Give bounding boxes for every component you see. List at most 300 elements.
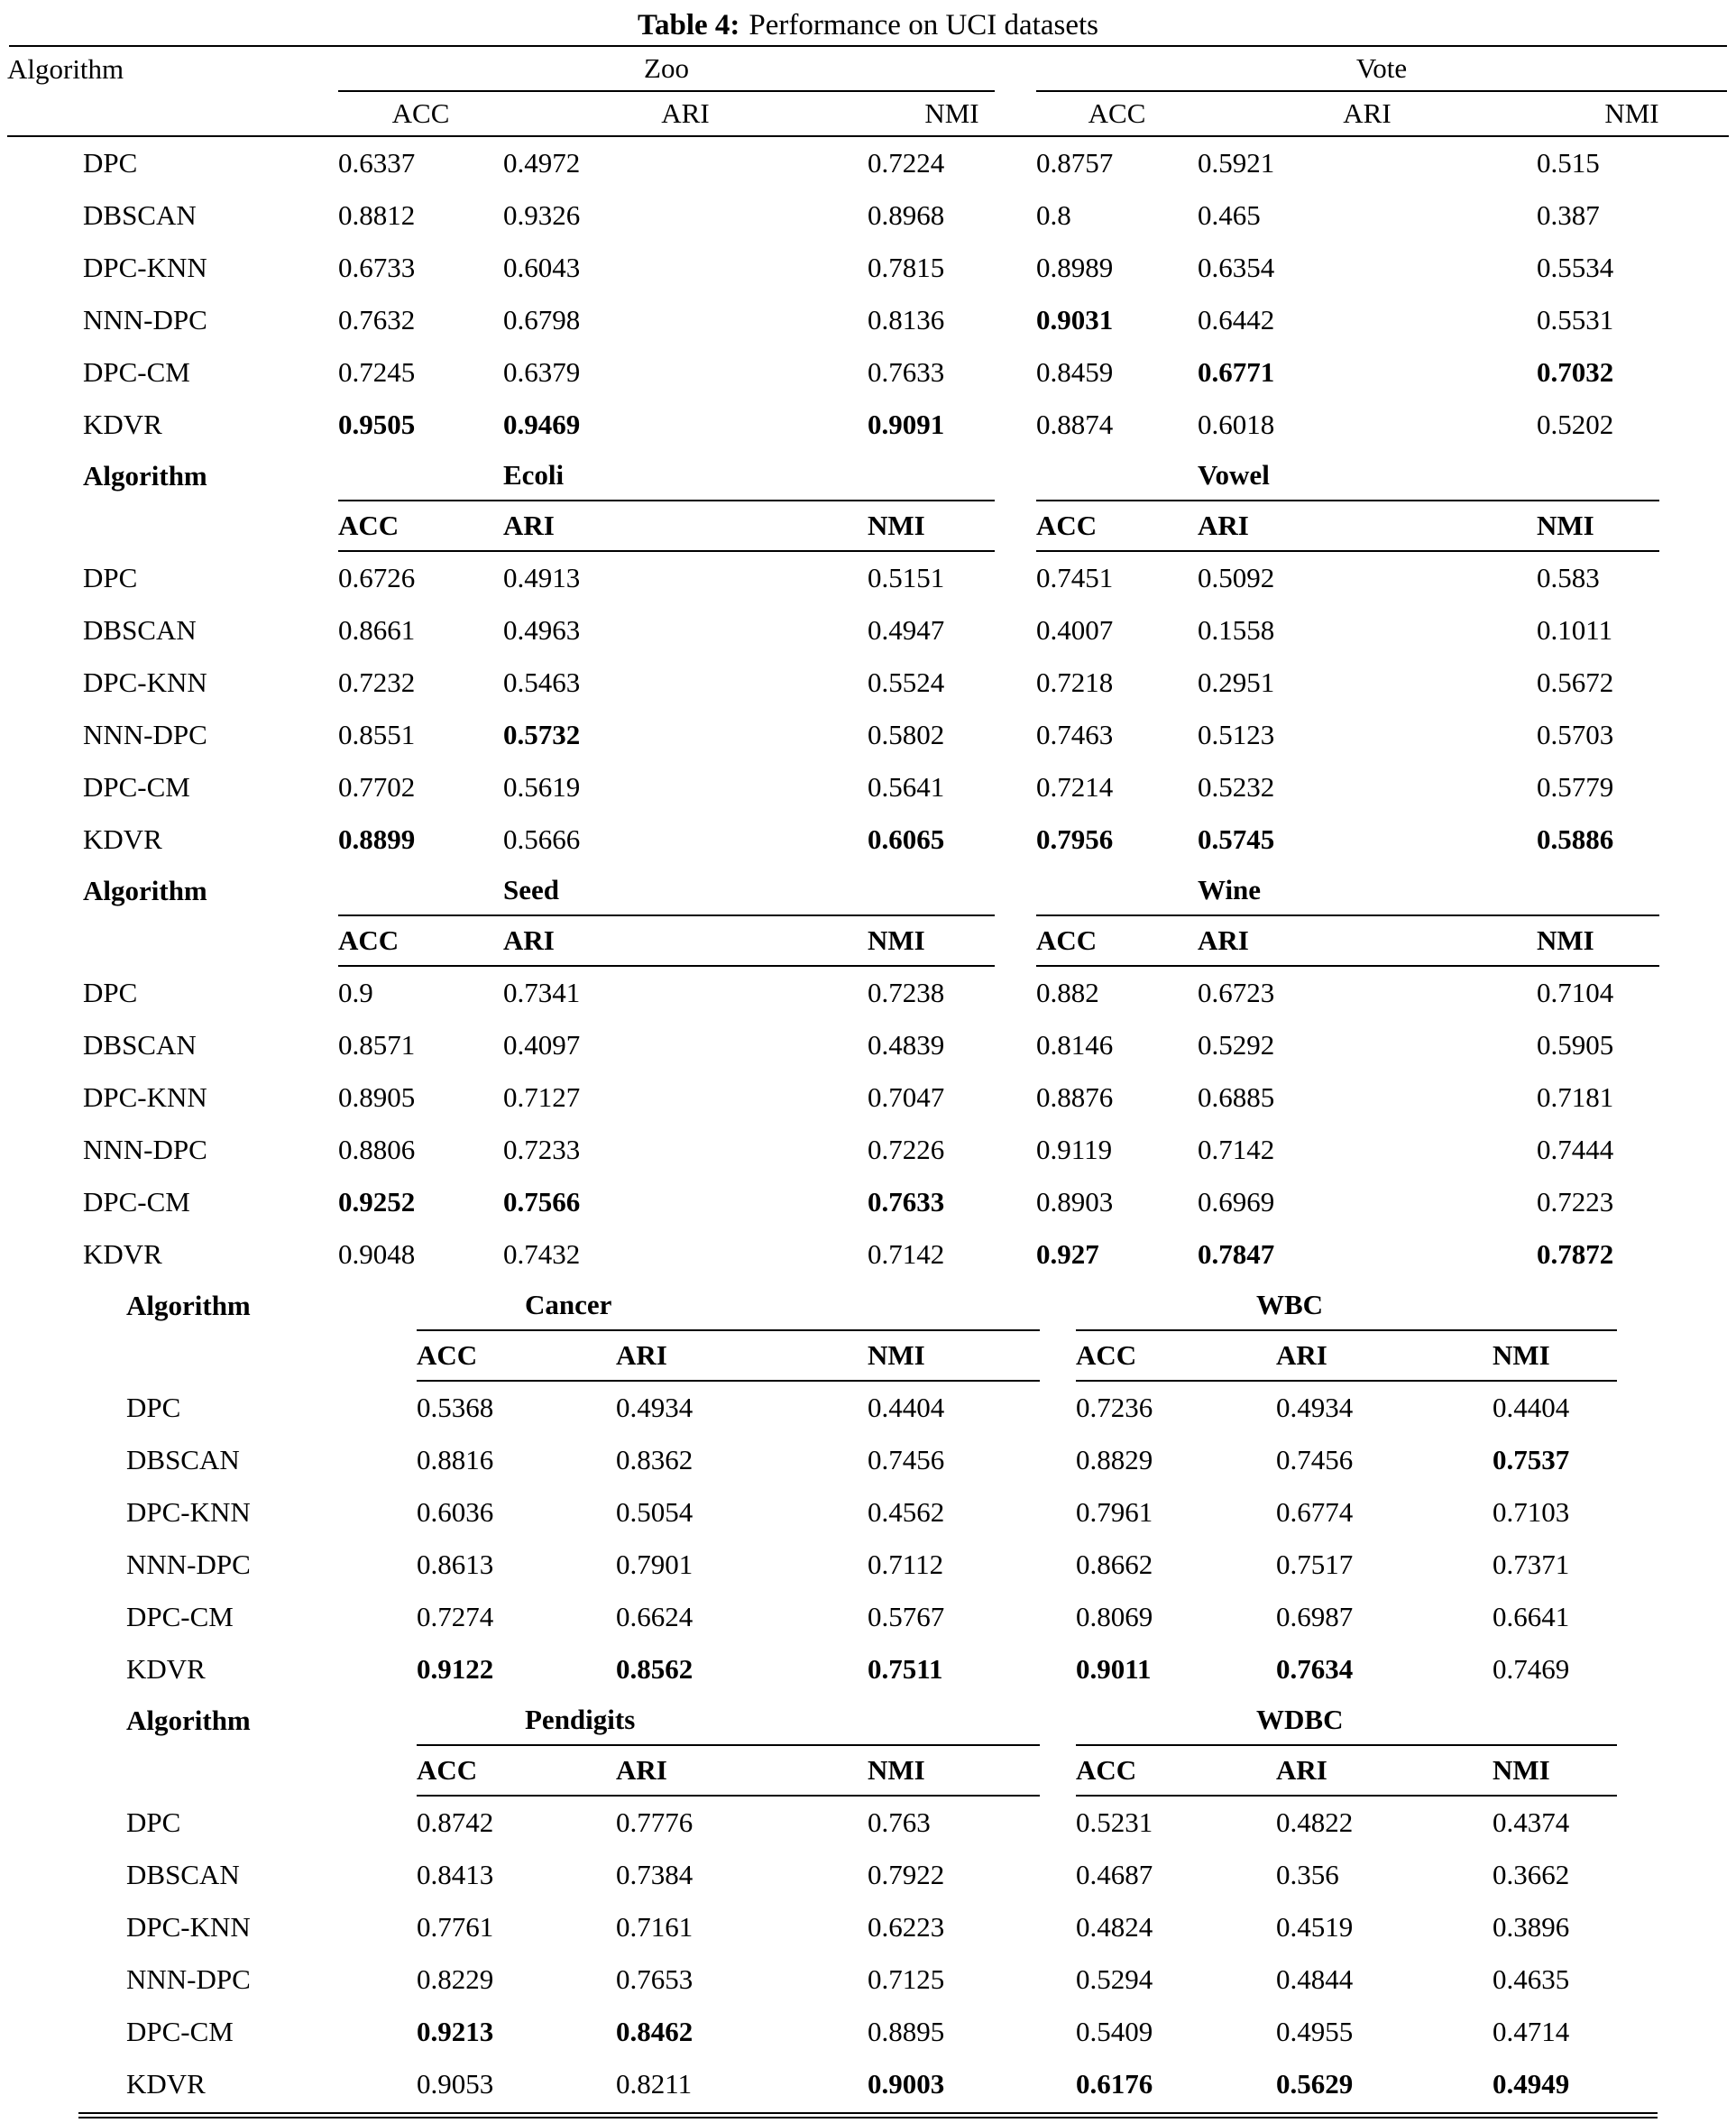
cell-value: 0.8905: [338, 1081, 416, 1113]
col-header-acc: ACC: [338, 510, 400, 541]
cell-value: 0.7224: [868, 147, 945, 179]
column-headers-right: [1076, 1331, 1617, 1382]
cell-value: 0.3896: [1493, 1911, 1570, 1943]
cell-value: 0.4687: [1076, 1859, 1153, 1890]
column-headers-left: [338, 501, 995, 552]
cell-value: 0.7104: [1537, 977, 1614, 1008]
cell-value: 0.8968: [868, 199, 945, 231]
col-header-ari: ARI: [1343, 97, 1392, 129]
cell-value: 0.7463: [1036, 719, 1114, 750]
col-header-acc: ACC: [1088, 97, 1146, 129]
algorithm-name: DPC-CM: [126, 2016, 234, 2047]
column-headers-right: [1036, 916, 1659, 967]
dataset-name: Cancer: [525, 1289, 612, 1320]
cell-value: 0.7456: [1276, 1444, 1354, 1475]
cell-value: 0.5779: [1537, 771, 1614, 803]
cell-value: 0.6969: [1198, 1186, 1275, 1218]
algorithm-name: DPC: [83, 977, 138, 1008]
col-header-acc: ACC: [417, 1339, 478, 1371]
col-header-acc: ACC: [1036, 510, 1098, 541]
cell-value: 0.8895: [868, 2016, 945, 2047]
cell-value: 0.4714: [1493, 2016, 1570, 2047]
cell-value: 0.4562: [868, 1496, 945, 1528]
col-header-nmi: NMI: [868, 1339, 925, 1371]
cell-value: 0.4972: [503, 147, 581, 179]
cell-value: 0.4913: [503, 562, 581, 593]
cell-value: 0.9469: [503, 409, 581, 440]
algorithm-name: DBSCAN: [83, 199, 197, 231]
dataset-group-left: [338, 451, 995, 501]
cell-value: 0.7181: [1537, 1081, 1614, 1113]
cell-value: 0.7776: [616, 1806, 693, 1838]
cell-value: 0.5905: [1537, 1029, 1614, 1061]
algorithm-name: KDVR: [83, 409, 162, 440]
cell-value: 0.1011: [1537, 614, 1613, 646]
col-header-ari: ARI: [616, 1339, 667, 1371]
table-row: [0, 761, 1736, 813]
section-seed-wine: [0, 866, 1736, 1281]
table-row: [0, 604, 1736, 657]
cell-value: 0.7633: [868, 356, 945, 388]
dataset-group-left: [417, 1696, 1040, 1746]
cell-value: 0.6774: [1276, 1496, 1354, 1528]
cell-value: 0.6624: [616, 1601, 693, 1632]
table-title: [0, 0, 1736, 41]
cell-value: 0.7847: [1198, 1238, 1275, 1270]
cell-value: 0.8613: [417, 1549, 494, 1580]
cell-value: 0.4844: [1276, 1963, 1354, 1995]
table-row: [0, 552, 1736, 604]
cell-value: 0.8229: [417, 1963, 494, 1995]
cell-value: 0.8806: [338, 1134, 416, 1165]
cell-value: 0.5802: [868, 719, 945, 750]
cell-value: 0.7632: [338, 304, 416, 335]
algorithm-name: DPC: [126, 1806, 181, 1838]
cell-value: 0.9122: [417, 1653, 494, 1685]
cell-value: 0.5641: [868, 771, 945, 803]
dataset-group-right: [1036, 451, 1659, 501]
table-row: [0, 1643, 1736, 1696]
column-headers-right: [1036, 92, 1727, 135]
cell-value: 0.5703: [1537, 719, 1614, 750]
cell-value: 0.4404: [868, 1392, 945, 1423]
cell-value: 0.356: [1276, 1859, 1339, 1890]
cell-value: 0.8757: [1036, 147, 1114, 179]
cell-value: 0.9505: [338, 409, 416, 440]
cell-value: 0.6442: [1198, 304, 1275, 335]
cell-value: 0.7901: [616, 1549, 693, 1580]
table-row: [0, 1124, 1736, 1176]
algorithm-name: DPC-CM: [126, 1601, 234, 1632]
cell-value: 0.9213: [417, 2016, 494, 2047]
table-row: [0, 346, 1736, 399]
table-row: [0, 1228, 1736, 1281]
cell-value: 0.5531: [1537, 304, 1614, 335]
cell-value: 0.5745: [1198, 823, 1275, 855]
table-row: [0, 1901, 1736, 1953]
cell-value: 0.8816: [417, 1444, 494, 1475]
cell-value: 0.7245: [338, 356, 416, 388]
cell-value: 0.5534: [1537, 252, 1614, 283]
dataset-group-left: [338, 866, 995, 916]
column-headers-left: [417, 1331, 1040, 1382]
cell-value: 0.7702: [338, 771, 416, 803]
cell-value: 0.5202: [1537, 409, 1614, 440]
cell-value: 0.5921: [1198, 147, 1275, 179]
cell-value: 0.8829: [1076, 1444, 1153, 1475]
table-row: [0, 657, 1736, 709]
col-header-nmi: NMI: [868, 924, 925, 956]
cell-value: 0.4635: [1493, 1963, 1570, 1995]
cell-value: 0.6987: [1276, 1601, 1354, 1632]
algorithm-name: KDVR: [126, 1653, 206, 1685]
cell-value: 0.9091: [868, 409, 945, 440]
cell-value: 0.6885: [1198, 1081, 1275, 1113]
algorithm-name: NNN-DPC: [126, 1549, 251, 1580]
algorithm-name: DPC-CM: [83, 356, 190, 388]
cell-value: 0.4824: [1076, 1911, 1153, 1943]
cell-value: 0.5292: [1198, 1029, 1275, 1061]
cell-value: 0.927: [1036, 1238, 1099, 1270]
cell-value: 0.5151: [868, 562, 945, 593]
column-header-row: [0, 916, 1736, 967]
cell-value: 0.7112: [868, 1549, 944, 1580]
cell-value: 0.7872: [1537, 1238, 1614, 1270]
column-headers-right: [1036, 501, 1659, 552]
table-row: [0, 2006, 1736, 2058]
cell-value: 0.5672: [1537, 666, 1614, 698]
cell-value: 0.882: [1036, 977, 1099, 1008]
cell-value: 0.8812: [338, 199, 416, 231]
col-header-acc: ACC: [338, 924, 400, 956]
cell-value: 0.4934: [1276, 1392, 1354, 1423]
table-row: [0, 1434, 1736, 1486]
algorithm-name: DPC: [83, 562, 138, 593]
dataset-name: Seed: [503, 874, 559, 905]
table-row: [0, 137, 1736, 189]
table-row: [0, 709, 1736, 761]
table-row: [0, 813, 1736, 866]
cell-value: 0.8662: [1076, 1549, 1153, 1580]
cell-value: 0.5092: [1198, 562, 1275, 593]
cell-value: 0.5123: [1198, 719, 1275, 750]
col-header-ari: ARI: [1198, 510, 1249, 541]
algorithm-name: KDVR: [126, 2068, 206, 2100]
cell-value: 0.7384: [616, 1859, 693, 1890]
cell-value: 0.8211: [616, 2068, 693, 2100]
cell-value: 0.6043: [503, 252, 581, 283]
col-header-ari: ARI: [503, 510, 555, 541]
col-header-nmi: NMI: [868, 510, 925, 541]
table-row: [0, 967, 1736, 1019]
cell-value: 0.5619: [503, 771, 581, 803]
col-header-nmi: NMI: [1537, 924, 1594, 956]
cell-value: 0.7218: [1036, 666, 1114, 698]
cell-value: 0.7432: [503, 1238, 581, 1270]
cell-value: 0.4097: [503, 1029, 581, 1061]
dataset-header-row: [0, 1696, 1736, 1746]
column-header-row: [0, 92, 1736, 135]
cell-value: 0.6354: [1198, 252, 1275, 283]
algorithm-header: Algorithm: [7, 53, 124, 85]
cell-value: 0.8562: [616, 1653, 693, 1685]
cell-value: 0.2951: [1198, 666, 1275, 698]
cell-value: 0.9011: [1076, 1653, 1152, 1685]
cell-value: 0.7511: [868, 1653, 943, 1685]
table-row: [0, 189, 1736, 242]
cell-value: 0.7653: [616, 1963, 693, 1995]
col-header-ari: ARI: [661, 97, 710, 129]
cell-value: 0.7142: [1198, 1134, 1275, 1165]
cell-value: 0.6379: [503, 356, 581, 388]
cell-value: 0.7341: [503, 977, 581, 1008]
algorithm-header: Algorithm: [126, 1290, 251, 1321]
cell-value: 0.8899: [338, 823, 416, 855]
cell-value: 0.8989: [1036, 252, 1114, 283]
table-row: [0, 294, 1736, 346]
cell-value: 0.4404: [1493, 1392, 1570, 1423]
algorithm-name: DPC-KNN: [83, 252, 207, 283]
cell-value: 0.7922: [868, 1859, 945, 1890]
table-row: [0, 1071, 1736, 1124]
algorithm-name: NNN-DPC: [83, 1134, 207, 1165]
cell-value: 0.6733: [338, 252, 416, 283]
algorithm-name: DPC: [83, 147, 138, 179]
cell-value: 0.8742: [417, 1806, 494, 1838]
column-header-row: [0, 1331, 1736, 1382]
cell-value: 0.7371: [1493, 1549, 1570, 1580]
dataset-group-left: [417, 1281, 1040, 1331]
table-row: [0, 1849, 1736, 1901]
cell-value: 0.6771: [1198, 356, 1275, 388]
column-headers-left: [417, 1746, 1040, 1797]
cell-value: 0.7537: [1493, 1444, 1570, 1475]
dataset-name: Pendigits: [525, 1704, 636, 1735]
table-row: [0, 1382, 1736, 1434]
cell-value: 0.8459: [1036, 356, 1114, 388]
cell-value: 0.8413: [417, 1859, 494, 1890]
algorithm-name: KDVR: [83, 1238, 162, 1270]
algorithm-header: Algorithm: [126, 1705, 251, 1736]
cell-value: 0.6036: [417, 1496, 494, 1528]
cell-value: 0.387: [1537, 199, 1600, 231]
column-header-row: [0, 501, 1736, 552]
cell-value: 0.7236: [1076, 1392, 1153, 1423]
cell-value: 0.8551: [338, 719, 416, 750]
cell-value: 0.5232: [1198, 771, 1275, 803]
cell-value: 0.4963: [503, 614, 581, 646]
cell-value: 0.7456: [868, 1444, 945, 1475]
col-header-acc: ACC: [1036, 924, 1098, 956]
dataset-name: WBC: [1256, 1289, 1324, 1320]
col-header-ari: ARI: [1198, 924, 1249, 956]
cell-value: 0.5368: [417, 1392, 494, 1423]
table-row: [0, 1591, 1736, 1643]
section-cancer-wbc: [0, 1281, 1736, 1696]
cell-value: 0.7047: [868, 1081, 945, 1113]
bottom-rule: [78, 2112, 1658, 2118]
dataset-name: Vote: [1355, 52, 1408, 84]
table-row: [0, 1539, 1736, 1591]
col-header-acc: ACC: [1076, 1339, 1137, 1371]
cell-value: 0.4947: [868, 614, 945, 646]
cell-value: 0.7223: [1537, 1186, 1614, 1218]
cell-value: 0.4839: [868, 1029, 945, 1061]
cell-value: 0.5732: [503, 719, 581, 750]
algorithm-name: NNN-DPC: [83, 304, 207, 335]
cell-value: 0.6641: [1493, 1601, 1570, 1632]
cell-value: 0.9031: [1036, 304, 1114, 335]
col-header-ari: ARI: [616, 1754, 667, 1786]
cell-value: 0.9003: [868, 2068, 945, 2100]
cell-value: 0.9252: [338, 1186, 416, 1218]
cell-value: 0.6337: [338, 147, 416, 179]
cell-value: 0.7444: [1537, 1134, 1614, 1165]
column-header-row: [0, 1746, 1736, 1797]
table-title-text: Performance on UCI datasets: [749, 9, 1098, 41]
algorithm-name: KDVR: [83, 823, 162, 855]
cell-value: 0.7517: [1276, 1549, 1354, 1580]
algorithm-name: NNN-DPC: [126, 1963, 251, 1995]
dataset-group-right: [1036, 47, 1727, 92]
algorithm-name: DPC-KNN: [83, 1081, 207, 1113]
cell-value: 0.8903: [1036, 1186, 1114, 1218]
column-headers-left: [338, 92, 1036, 135]
algorithm-name: DPC-CM: [83, 1186, 190, 1218]
dataset-name: Zoo: [644, 52, 689, 84]
cell-value: 0.5294: [1076, 1963, 1153, 1995]
dataset-header-row: [0, 866, 1736, 916]
cell-value: 0.7956: [1036, 823, 1114, 855]
cell-value: 0.7566: [503, 1186, 581, 1218]
cell-value: 0.8874: [1036, 409, 1114, 440]
dataset-group-right: [1036, 866, 1659, 916]
cell-value: 0.6018: [1198, 409, 1275, 440]
cell-value: 0.5231: [1076, 1806, 1153, 1838]
dataset-header-row: [0, 1281, 1736, 1331]
cell-value: 0.8: [1036, 199, 1071, 231]
algorithm-name: DBSCAN: [126, 1444, 240, 1475]
algorithm-name: DPC-CM: [83, 771, 190, 803]
col-header-acc: ACC: [1076, 1754, 1137, 1786]
col-header-ari: ARI: [1276, 1754, 1327, 1786]
cell-value: 0.4934: [616, 1392, 693, 1423]
dataset-header-row: [0, 451, 1736, 501]
cell-value: 0.5629: [1276, 2068, 1354, 2100]
algorithm-name: DBSCAN: [83, 614, 197, 646]
cell-value: 0.5767: [868, 1601, 945, 1632]
cell-value: 0.7274: [417, 1601, 494, 1632]
table-row: [0, 1953, 1736, 2006]
table-root: [0, 47, 1736, 2110]
cell-value: 0.8362: [616, 1444, 693, 1475]
cell-value: 0.3662: [1493, 1859, 1570, 1890]
dataset-name: WDBC: [1256, 1704, 1344, 1735]
table-row: [0, 1486, 1736, 1539]
col-header-nmi: NMI: [924, 97, 979, 129]
dataset-name: Vowel: [1198, 459, 1270, 491]
cell-value: 0.7633: [868, 1186, 945, 1218]
dataset-group-right: [1076, 1696, 1617, 1746]
dataset-name: Wine: [1198, 874, 1262, 905]
col-header-nmi: NMI: [1537, 510, 1594, 541]
cell-value: 0.7761: [417, 1911, 494, 1943]
table-row: [0, 1176, 1736, 1228]
cell-value: 0.4955: [1276, 2016, 1354, 2047]
cell-value: 0.7634: [1276, 1653, 1354, 1685]
algorithm-header: Algorithm: [83, 875, 207, 906]
cell-value: 0.6065: [868, 823, 945, 855]
cell-value: 0.8462: [616, 2016, 693, 2047]
col-header-acc: ACC: [391, 97, 450, 129]
cell-value: 0.8146: [1036, 1029, 1114, 1061]
table-row: [0, 1019, 1736, 1071]
cell-value: 0.7238: [868, 977, 945, 1008]
table-row: [0, 2058, 1736, 2110]
col-header-ari: ARI: [503, 924, 555, 956]
table-row: [0, 242, 1736, 294]
cell-value: 0.6798: [503, 304, 581, 335]
table-row: [0, 1797, 1736, 1849]
cell-value: 0.7127: [503, 1081, 581, 1113]
cell-value: 0.6223: [868, 1911, 945, 1943]
cell-value: 0.8571: [338, 1029, 416, 1061]
cell-value: 0.5054: [616, 1496, 693, 1528]
dataset-group-left: [338, 47, 995, 92]
cell-value: 0.6726: [338, 562, 416, 593]
cell-value: 0.7233: [503, 1134, 581, 1165]
cell-value: 0.5886: [1537, 823, 1614, 855]
col-header-nmi: NMI: [1493, 1754, 1550, 1786]
algorithm-name: NNN-DPC: [83, 719, 207, 750]
cell-value: 0.4007: [1036, 614, 1114, 646]
cell-value: 0.7961: [1076, 1496, 1153, 1528]
algorithm-name: DPC-KNN: [83, 666, 207, 698]
table-row: [0, 399, 1736, 451]
cell-value: 0.9326: [503, 199, 581, 231]
cell-value: 0.1558: [1198, 614, 1275, 646]
section-ecoli-vowel: [0, 451, 1736, 866]
cell-value: 0.4519: [1276, 1911, 1354, 1943]
cell-value: 0.4822: [1276, 1806, 1354, 1838]
section-zoo-vote: [0, 47, 1736, 451]
col-header-nmi: NMI: [868, 1754, 925, 1786]
cell-value: 0.7226: [868, 1134, 945, 1165]
table-title-label: Table 4:: [637, 9, 740, 41]
cell-value: 0.9: [338, 977, 373, 1008]
cell-value: 0.583: [1537, 562, 1600, 593]
column-headers-left: [338, 916, 995, 967]
cell-value: 0.7032: [1537, 356, 1614, 388]
col-header-nmi: NMI: [1493, 1339, 1550, 1371]
cell-value: 0.7161: [616, 1911, 693, 1943]
cell-value: 0.5666: [503, 823, 581, 855]
algorithm-name: DPC: [126, 1392, 181, 1423]
cell-value: 0.465: [1198, 199, 1261, 231]
cell-value: 0.8876: [1036, 1081, 1114, 1113]
cell-value: 0.7451: [1036, 562, 1114, 593]
cell-value: 0.9053: [417, 2068, 494, 2100]
col-header-ari: ARI: [1276, 1339, 1327, 1371]
dataset-group-right: [1076, 1281, 1617, 1331]
col-header-acc: ACC: [417, 1754, 478, 1786]
algorithm-name: DPC-KNN: [126, 1911, 251, 1943]
algorithm-name: DBSCAN: [83, 1029, 197, 1061]
algorithm-header: Algorithm: [83, 460, 207, 492]
cell-value: 0.8136: [868, 304, 945, 335]
cell-value: 0.7142: [868, 1238, 945, 1270]
cell-value: 0.7469: [1493, 1653, 1570, 1685]
